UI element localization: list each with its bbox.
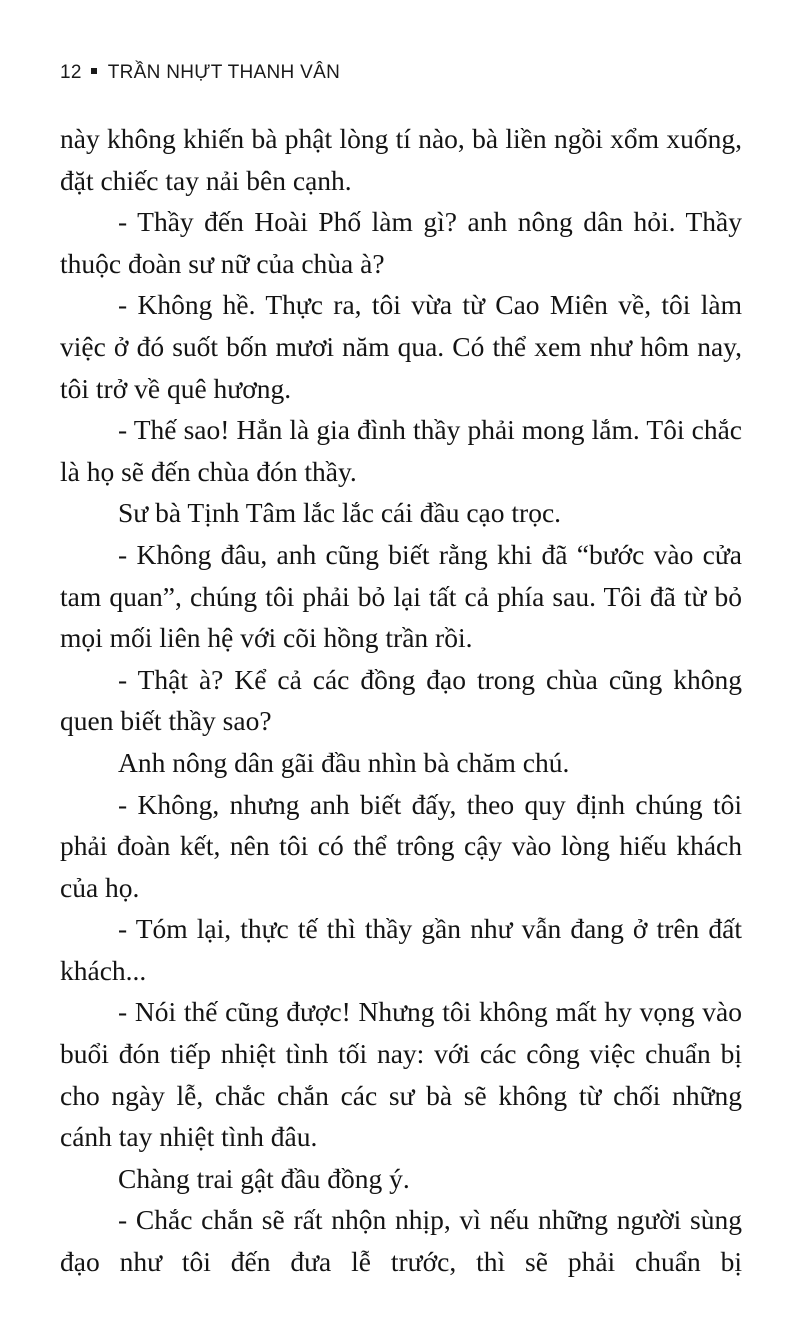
header-separator-square bbox=[91, 68, 97, 74]
paragraph: Sư bà Tịnh Tâm lắc lắc cái đầu cạo trọc. bbox=[118, 497, 562, 529]
paragraph: Chàng trai gật đầu đồng ý. bbox=[118, 1162, 410, 1194]
paragraph: - Không, nhưng anh biết đấy, theo quy định chúng tôi phải đoàn kết, nên tôi có thể trông cậy vào lòng hiếu khách của họ. bbox=[60, 788, 742, 903]
paragraph: Anh nông dân gãi đầu nhìn bà chăm chú. bbox=[118, 746, 570, 778]
page-number: 12 bbox=[60, 62, 82, 83]
paragraph: - Thật à? Kể cả các đồng đạo trong chùa cũng không quen biết thầy sao? bbox=[60, 663, 742, 737]
author-name: TRẦN NHỰT THANH VÂN bbox=[107, 62, 341, 83]
paragraph: - Không hề. Thực ra, tôi vừa từ Cao Miên về, tôi làm việc ở đó suốt bốn mươi năm qua. Có thể xem như hôm nay, tôi trở về quê hương. bbox=[60, 289, 742, 404]
paragraph: - Thế sao! Hẳn là gia đình thầy phải mong lắm. Tôi chắc là họ sẽ đến chùa đón thầy. bbox=[60, 414, 742, 487]
paragraph: - Thầy đến Hoài Phố làm gì? anh nông dân hỏi. Thầy thuộc đoàn sư nữ của chùa à? bbox=[60, 206, 742, 279]
running-header bbox=[60, 61, 340, 85]
body-text bbox=[60, 118, 742, 1283]
paragraph: - Không đâu, anh cũng biết rằng khi đã “bước vào cửa tam quan”, chúng tôi phải bỏ lại tất cả phía sau. Tôi đã từ bỏ mọi mối liên hệ với cõi hồng trần rồi. bbox=[60, 538, 742, 654]
paragraph: - Chắc chắn sẽ rất nhộn nhịp, vì nếu những người sùng đạo như tôi đến đưa lễ trước, thì sẽ phải chuẩn bị bbox=[60, 1204, 742, 1278]
paragraph: - Tóm lại, thực tế thì thầy gần như vẫn đang ở trên đất khách... bbox=[60, 913, 742, 986]
paragraph: này không khiến bà phật lòng tí nào, bà liền ngồi xổm xuống, đặt chiếc tay nải bên cạnh. bbox=[60, 123, 742, 196]
paragraph: - Nói thế cũng được! Nhưng tôi không mất hy vọng vào buổi đón tiếp nhiệt tình tối nay: với các công việc chuẩn bị cho ngày lễ, chắc chắn các sư bà sẽ không từ chối những cánh tay nhiệt tình đâu. bbox=[60, 996, 742, 1153]
